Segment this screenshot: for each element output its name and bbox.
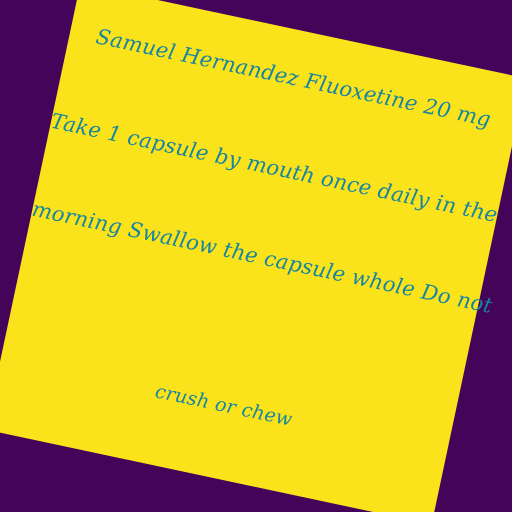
instruction-line-3: crush or chew	[153, 380, 295, 431]
patient-drug-line: Samuel Hernandez Fluoxetine 20 mg	[93, 24, 494, 132]
instruction-line-1: Take 1 capsule by mouth once daily in the	[48, 108, 500, 228]
instruction-line-2: morning Swallow the capsule whole Do not	[30, 196, 495, 318]
